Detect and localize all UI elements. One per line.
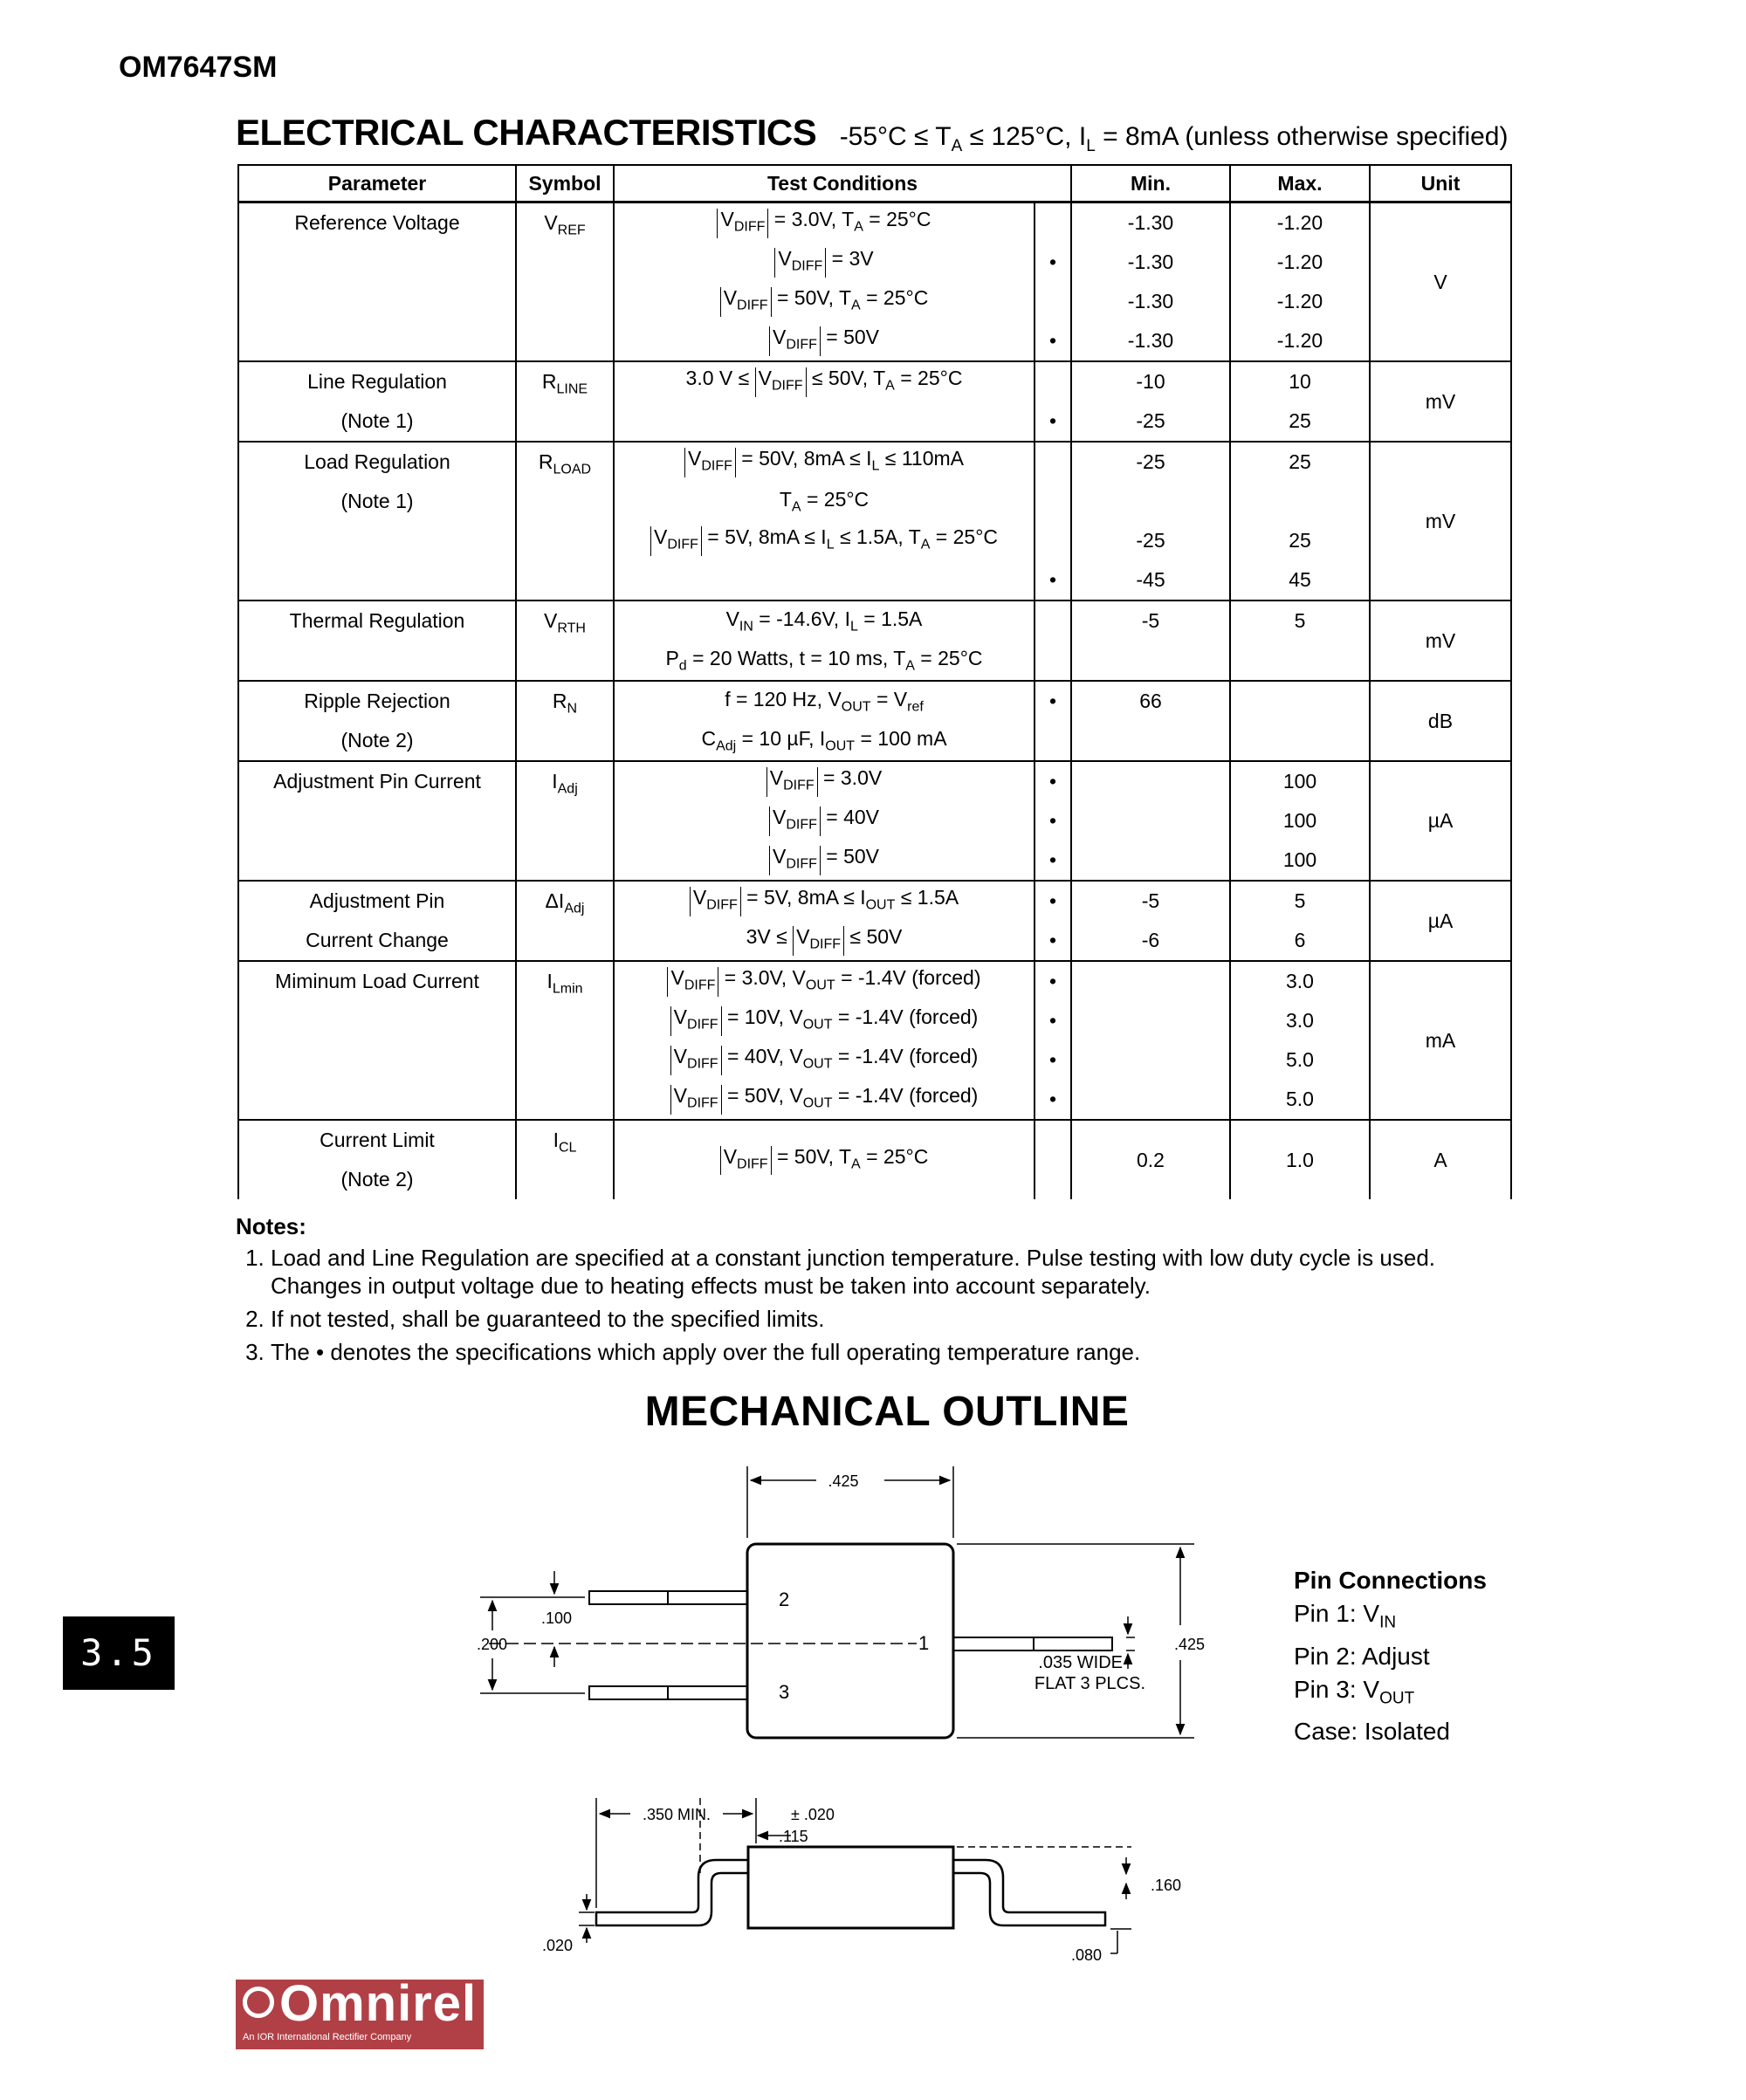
dim-lead-width-note: FLAT 3 PLCS. [1034, 1674, 1145, 1693]
unit-cell: dB [1370, 681, 1511, 761]
pin-connections-title: Pin Connections [1294, 1567, 1487, 1594]
condition-cell: $V_{DIFF} = 5V$, $8mA \le I_{OUT} \le 1.5A$ [614, 881, 1035, 921]
max-cell: 25 [1230, 401, 1370, 442]
temp-range-dot-cell: • [1035, 243, 1071, 282]
section-tab: 3.5 [63, 1616, 175, 1690]
parameter-cell: Line Regulation (Note 1) [238, 361, 516, 442]
parameter-cell: Adjustment Pin Current Change [238, 881, 516, 961]
unit-cell: V [1370, 202, 1511, 362]
dim-lead-length: .350 MIN. [642, 1806, 711, 1823]
section-title: ELECTRICAL CHARACTERISTICS [236, 112, 817, 153]
parameter-cell: Miminum Load Current [238, 961, 516, 1120]
pin-connection-item: Pin 2: Adjust [1294, 1642, 1430, 1670]
condition-cell: $T_A = 25^\circ C$ [614, 482, 1035, 521]
max-cell: 100 [1230, 841, 1370, 881]
symbol-cell: $V_{REF}$ [516, 202, 614, 362]
dim-tolerance: ± .020 [791, 1806, 835, 1823]
parameter-cell: Load Regulation (Note 1) [238, 442, 516, 600]
temp-range-dot-cell: • [1035, 681, 1071, 721]
max-cell: 5.0 [1230, 1040, 1370, 1080]
min-cell: -6 [1071, 921, 1230, 961]
max-cell: -1.20 [1230, 243, 1370, 282]
condition-cell: 3.0 $V \le V_{DIFF} \le 50V$, $T_A = 25^\circ C$ [614, 361, 1035, 401]
pin-number-1: 1 [918, 1632, 930, 1654]
logo-tagline: An IOR International Rectifier Company [243, 2032, 412, 2042]
header-parameter: Parameter [238, 165, 516, 202]
symbol-cell: $I_{Adj}$ [516, 761, 614, 881]
min-cell: -1.30 [1071, 243, 1230, 282]
condition-cell: $V_{DIFF} = 50V$ [614, 841, 1035, 881]
max-cell: 5 [1230, 881, 1370, 921]
min-cell: -5 [1071, 881, 1230, 921]
min-cell: -25 [1071, 442, 1230, 482]
min-cell: -1.30 [1071, 282, 1230, 321]
side-lead-left [596, 1860, 748, 1925]
max-cell: 10 [1230, 361, 1370, 401]
min-cell: 0.2 [1071, 1120, 1230, 1199]
condition-cell: $V_{DIFF} = 50V$, $T_A = 25^\circ C$ [614, 1120, 1035, 1199]
max-cell: 25 [1230, 442, 1370, 482]
min-cell: -45 [1071, 560, 1230, 600]
min-cell: -1.30 [1071, 202, 1230, 244]
test-conditions-note: $-55^\circ C \le T_A \le 125^\circ C$, $I_L = 8mA$ (unless otherwise specified) [839, 122, 1509, 155]
condition-cell: $V_{DIFF} = 40V$ [614, 801, 1035, 841]
max-cell: 25 [1230, 521, 1370, 560]
min-cell: -25 [1071, 521, 1230, 560]
dim-width-top: .425 [828, 1472, 859, 1490]
temp-range-dot-cell: • [1035, 881, 1071, 921]
symbol-cell: $\Delta I_{Adj}$ [516, 881, 614, 961]
side-lead-right [953, 1860, 1105, 1925]
note-item: 3. The • denotes the specifications which apply over the full operating temperature range. [271, 1338, 1528, 1366]
condition-cell: $3V \le V_{DIFF} \le 50V$ [614, 921, 1035, 961]
max-cell: -1.20 [1230, 202, 1370, 244]
dim-pin-span: .200 [477, 1636, 508, 1653]
max-cell: 3.0 [1230, 1001, 1370, 1040]
max-cell: 100 [1230, 801, 1370, 841]
dim-height-right: .425 [1174, 1636, 1206, 1653]
dim-foot: .080 [1070, 1946, 1102, 1964]
part-number: OM7647SM [119, 51, 278, 84]
symbol-cell: $V_{RTH}$ [516, 600, 614, 681]
condition-cell: $V_{DIFF} = 50V$, $V_{OUT} = -1.4V$ (forced) [614, 1080, 1035, 1120]
temp-range-dot-cell: • [1035, 1080, 1071, 1120]
header-max: Max. [1230, 165, 1370, 202]
header-min: Min. [1071, 165, 1230, 202]
condition-cell: $V_{DIFF} = 40V$, $V_{OUT} = -1.4V$ (forced) [614, 1040, 1035, 1080]
unit-cell: mV [1370, 442, 1511, 600]
condition-cell: $P_d = 20$ Watts, t = 10 ms, $T_A = 25^\circ C$ [614, 641, 1035, 681]
note-item: 1. Load and Line Regulation are specified at a constant junction temperature. Pulse testing with low duty cycle is used. Changes in output voltage due to heating effects must be taken into account separately. [271, 1244, 1528, 1300]
pin-connection-item: Pin 1: $V_{IN}$ [1294, 1600, 1397, 1632]
condition-cell: $V_{DIFF} = 3.0V$, $T_A = 25^\circ C$ [614, 202, 1035, 244]
header-symbol: Symbol [516, 165, 614, 202]
condition-cell: $V_{DIFF} = 50V$ [614, 321, 1035, 361]
temp-range-dot-cell: • [1035, 761, 1071, 801]
logo-name: Omnirel [279, 1975, 478, 2032]
unit-cell: A [1370, 1120, 1511, 1199]
condition-cell: $C_{Adj} = 10$ µF, $I_{OUT} = 100$ mA [614, 721, 1035, 761]
symbol-cell: $R_{LINE}$ [516, 361, 614, 442]
pin-number-2: 2 [779, 1589, 790, 1610]
unit-cell: mV [1370, 600, 1511, 681]
parameter-cell: Ripple Rejection (Note 2) [238, 681, 516, 761]
max-cell: 1.0 [1230, 1120, 1370, 1199]
unit-cell: µA [1370, 761, 1511, 881]
notes-title: Notes: [236, 1213, 306, 1239]
symbol-cell: $I_{CL}$ [516, 1120, 614, 1199]
header-test-conditions: Test Conditions [614, 165, 1071, 202]
max-cell: 45 [1230, 560, 1370, 600]
parameter-cell: Current Limit (Note 2) [238, 1120, 516, 1199]
unit-cell: µA [1370, 881, 1511, 961]
unit-cell: mA [1370, 961, 1511, 1120]
condition-cell: $V_{DIFF} = 3V$ [614, 243, 1035, 282]
parameter-cell: Thermal Regulation [238, 600, 516, 681]
condition-cell: $V_{DIFF} = 50V$, $8mA \le I_L \le 110mA$ [614, 442, 1035, 482]
condition-cell: $V_{DIFF} = 10V$, $V_{OUT} = -1.4V$ (forced) [614, 1001, 1035, 1040]
temp-range-dot-cell: • [1035, 1040, 1071, 1080]
dim-body-height: .160 [1151, 1877, 1182, 1894]
min-cell: -5 [1071, 600, 1230, 641]
parameter-cell: Reference Voltage [238, 202, 516, 362]
max-cell: 5 [1230, 600, 1370, 641]
temp-range-dot-cell: • [1035, 801, 1071, 841]
max-cell: -1.20 [1230, 282, 1370, 321]
symbol-cell: $R_N$ [516, 681, 614, 761]
omnirel-logo [236, 1975, 484, 2049]
symbol-cell: $R_{LOAD}$ [516, 442, 614, 600]
mechanical-outline-title: MECHANICAL OUTLINE [644, 1389, 1130, 1435]
max-cell: -1.20 [1230, 321, 1370, 361]
condition-cell: $V_{IN} = -14.6V$, $I_L = 1.5A$ [614, 600, 1035, 641]
condition-cell: $V_{DIFF} = 50V$, $T_A = 25^\circ C$ [614, 282, 1035, 321]
temp-range-dot-cell: • [1035, 841, 1071, 881]
pin-connection-item: Case: Isolated [1294, 1718, 1450, 1746]
temp-range-dot-cell: • [1035, 921, 1071, 961]
logo-mark-icon [243, 1987, 274, 2018]
max-cell: 6 [1230, 921, 1370, 961]
package-body-side-view [748, 1847, 953, 1928]
note-item: 2. If not tested, shall be guaranteed to the specified limits. [271, 1305, 1528, 1333]
condition-cell: $V_{DIFF} = 5V$, $8mA \le I_L \le 1.5A$, $T_A = 25^\circ C$ [614, 521, 1035, 560]
dim-lead-width: .035 WIDE [1038, 1653, 1123, 1672]
pin-connection-item: Pin 3: $V_{OUT}$ [1294, 1675, 1415, 1708]
min-cell: 66 [1071, 681, 1230, 721]
dim-pin-pitch: .100 [541, 1609, 573, 1627]
max-cell: 100 [1230, 761, 1370, 801]
min-cell: -1.30 [1071, 321, 1230, 361]
temp-range-dot-cell: • [1035, 401, 1071, 442]
condition-cell: $V_{DIFF} = 3.0V$, $V_{OUT} = -1.4V$ (forced) [614, 961, 1035, 1001]
dim-lead-thickness: .020 [541, 1937, 573, 1954]
min-cell: -10 [1071, 361, 1230, 401]
unit-cell: mV [1370, 361, 1511, 442]
min-cell: -25 [1071, 401, 1230, 442]
pin-number-3: 3 [779, 1681, 790, 1703]
dim-lead-offset: .115 [779, 1828, 808, 1845]
pin-connections [1294, 1564, 1487, 1748]
temp-range-dot-cell: • [1035, 961, 1071, 1001]
temp-range-dot-cell: • [1035, 1001, 1071, 1040]
max-cell: 3.0 [1230, 961, 1370, 1001]
condition-cell: $V_{DIFF} = 3.0V$ [614, 761, 1035, 801]
condition-cell: f = 120 Hz, $V_{OUT} = V_{ref}$ [614, 681, 1035, 721]
max-cell: 5.0 [1230, 1080, 1370, 1120]
symbol-cell: $I_{Lmin}$ [516, 961, 614, 1120]
temp-range-dot-cell: • [1035, 560, 1071, 600]
header-unit: Unit [1370, 165, 1511, 202]
parameter-cell: Adjustment Pin Current [238, 761, 516, 881]
temp-range-dot-cell: • [1035, 321, 1071, 361]
